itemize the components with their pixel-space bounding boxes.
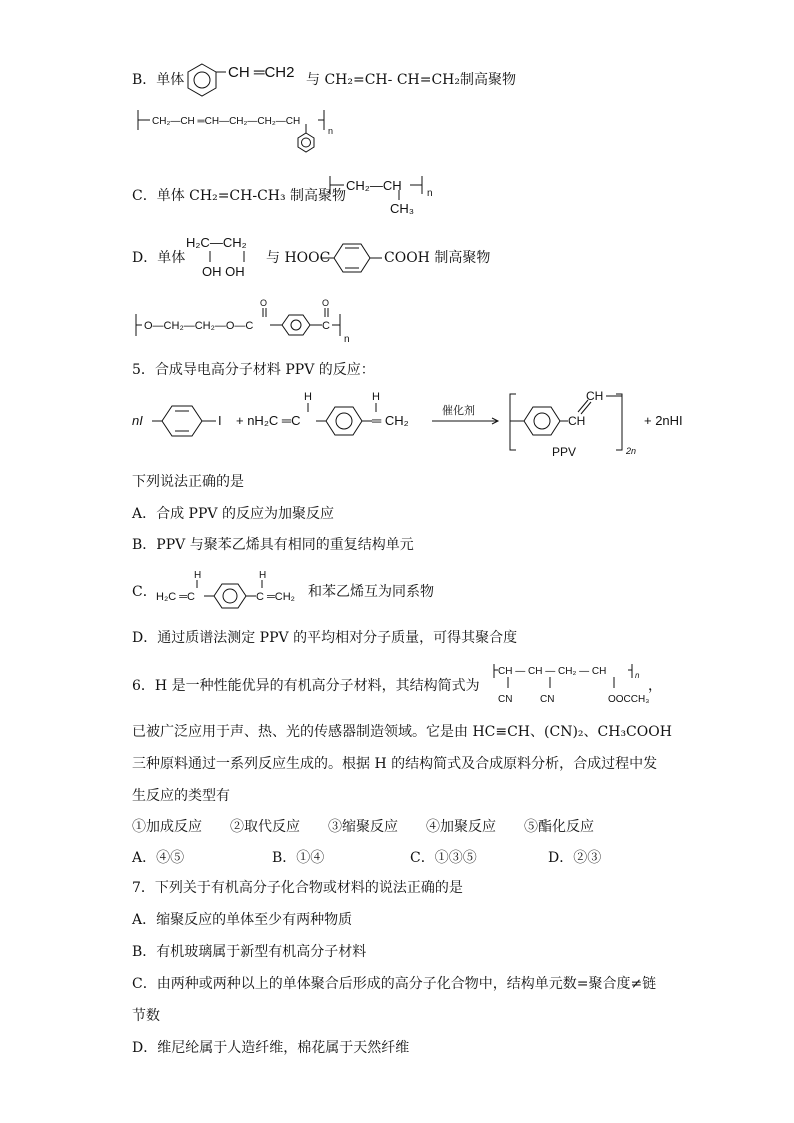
q6-choice-d: D．②③ — [548, 850, 602, 866]
q4-option-c-prefix: C．单体 CH₂=CH-CH₃ 制高聚物 — [132, 188, 347, 204]
polypropylene-structure — [326, 172, 446, 222]
q5-c-h-2: H — [259, 570, 267, 581]
q5-catalyst: 催化剂 — [442, 405, 475, 417]
q5-product-ch-upper: CH — [586, 389, 604, 403]
q5-question: 下列说法正确的是 — [132, 474, 244, 490]
q5-c-right: C ═CH₂ — [256, 591, 295, 603]
q5-option-b: B．PPV 与聚苯乙烯具有相同的重复结构单元 — [132, 537, 414, 553]
q4-b-polymer-chain: CH₂—CH ═CH—CH₂—CH₂—CH — [152, 116, 301, 127]
polyester-o-2: O — [322, 298, 330, 308]
q6-choice-c: C．①③⑤ — [410, 850, 477, 866]
q4-option-b — [132, 70, 184, 90]
q6-type-2: ②取代反应 — [230, 819, 300, 835]
polyester-structure — [132, 296, 362, 346]
q6-stem-4: 生反应的类型有 — [132, 788, 230, 804]
q5-stem: 5．合成导电高分子材料 PPV 的反应： — [132, 362, 375, 378]
q5-byproduct: + 2nHI — [644, 413, 683, 428]
q7-option-a: A．缩聚反应的单体至少有两种物质 — [132, 912, 353, 928]
q6-choice-b: B．①④ — [272, 850, 325, 866]
q6-choice-a: A．④⑤ — [132, 850, 185, 866]
polyester-chain: O—CH₂—CH₂—O—C — [144, 320, 254, 332]
q5-option-a: A．合成 PPV 的反应为加聚反应 — [132, 506, 334, 522]
q6-struct-cn-2: CN — [540, 694, 555, 705]
q5-reactant1-n: nI — [132, 413, 143, 428]
q7-option-d: D．维尼纶属于人造纤维，棉花属于天然纤维 — [132, 1040, 410, 1056]
q6-type-1: ①加成反应 — [132, 819, 202, 835]
q5-plus-vinyl: + nH₂C ═C — [236, 413, 301, 428]
polyester-benzene-icon — [282, 315, 310, 335]
polypropylene-methyl: CH₃ — [390, 201, 415, 216]
q4-b-polymer-n: n — [328, 126, 334, 136]
q4-d-mid: 与 HOOC — [266, 250, 331, 266]
q4-b-polymer-structure — [132, 106, 342, 158]
q4-option-b-prefix: B．单体 — [132, 72, 185, 88]
q6-stem-1: 6．H 是一种性能优异的有机高分子材料，其结构简式为 — [132, 678, 480, 694]
q6-stem-2: 已被广泛应用于声、热、光的传感器制造领域。它是由 HC≡CH、(CN)₂、CH₃COOH — [132, 724, 672, 740]
q7-stem: 7．下列关于有机高分子化合物或材料的说法正确的是 — [132, 880, 463, 896]
q6-struct-n: n — [635, 671, 640, 680]
q5-option-d: D．通过质谱法测定 PPV 的平均相对分子质量，可得其聚合度 — [132, 630, 518, 646]
q5-option-c-label: C． — [132, 584, 157, 600]
ppv-reaction-scheme — [132, 388, 692, 460]
q5-h-2: H — [372, 391, 380, 403]
q6-struct-main: CH — CH — CH₂ — CH — [498, 666, 607, 677]
q5-c-left: H₂C ═C — [156, 591, 195, 603]
q4-option-d-prefix: D．单体 — [132, 250, 186, 266]
q4-d-acid-right: COOH 制高聚物 — [384, 250, 491, 266]
q5-ppv-label: PPV — [552, 445, 577, 459]
q5-ppv-benzene-icon — [524, 407, 560, 435]
polypropylene-n: n — [427, 188, 433, 199]
polyester-c-2: C — [322, 320, 330, 332]
terephthalic-ring — [322, 236, 384, 280]
q6-type-4: ④加聚反应 — [426, 819, 496, 835]
ethylene-glycol-structure — [184, 232, 264, 282]
q6-stem-3: 三种原料通过一系列反应生成的。根据 H 的结构简式及合成原料分析，合成过程中发 — [132, 756, 658, 772]
q7-option-b: B．有机玻璃属于新型有机高分子材料 — [132, 944, 367, 960]
q7-option-c-line1: C．由两种或两种以上的单体聚合后形成的高分子化合物中，结构单元数=聚合度≠链 — [132, 976, 657, 992]
benzene-circle-icon — [194, 72, 210, 88]
q5-end-ch2: ═ CH₂ — [372, 413, 409, 428]
q5-c-benzene-icon — [214, 584, 246, 608]
q6-stem-1-comma: ， — [648, 678, 662, 694]
polyester-n: n — [344, 334, 350, 345]
glycol-top: H₂C—CH₂ — [186, 235, 247, 250]
q6-type-5: ⑤酯化反应 — [524, 819, 594, 835]
styrene-vinyl-label: CH ═CH2 — [228, 64, 295, 81]
styrene-structure — [182, 58, 312, 102]
polyester-o-1: O — [260, 298, 268, 308]
q6-struct-ooc: OOCCH₃ — [608, 694, 650, 705]
q5-option-c-text: 和苯乙烯互为同系物 — [308, 584, 434, 600]
q6-struct-cn-1: CN — [498, 694, 513, 705]
q5-divinyl-benzene-icon — [326, 407, 362, 435]
q5-c-h-1: H — [194, 570, 202, 581]
q6-structure-h — [490, 660, 650, 710]
q7-option-c-line2: 节数 — [132, 1008, 160, 1024]
glycol-bottom: OH OH — [202, 264, 245, 279]
polypropylene-chain: CH₂—CH — [346, 178, 402, 193]
q4-b-phenyl-icon — [298, 133, 314, 152]
benzene-ring-icon — [188, 64, 216, 96]
q5-product-ch-lower: CH — [568, 414, 586, 428]
q4-option-b-suffix: 与 CH₂=CH- CH=CH₂制高聚物 — [306, 72, 516, 88]
q5-divinylbenzene-structure — [154, 566, 310, 610]
q5-product-2n: 2n — [626, 446, 637, 456]
q5-reactant1-iodine: I — [218, 413, 222, 428]
q6-type-3: ③缩聚反应 — [328, 819, 398, 835]
q5-h-1: H — [304, 391, 312, 403]
